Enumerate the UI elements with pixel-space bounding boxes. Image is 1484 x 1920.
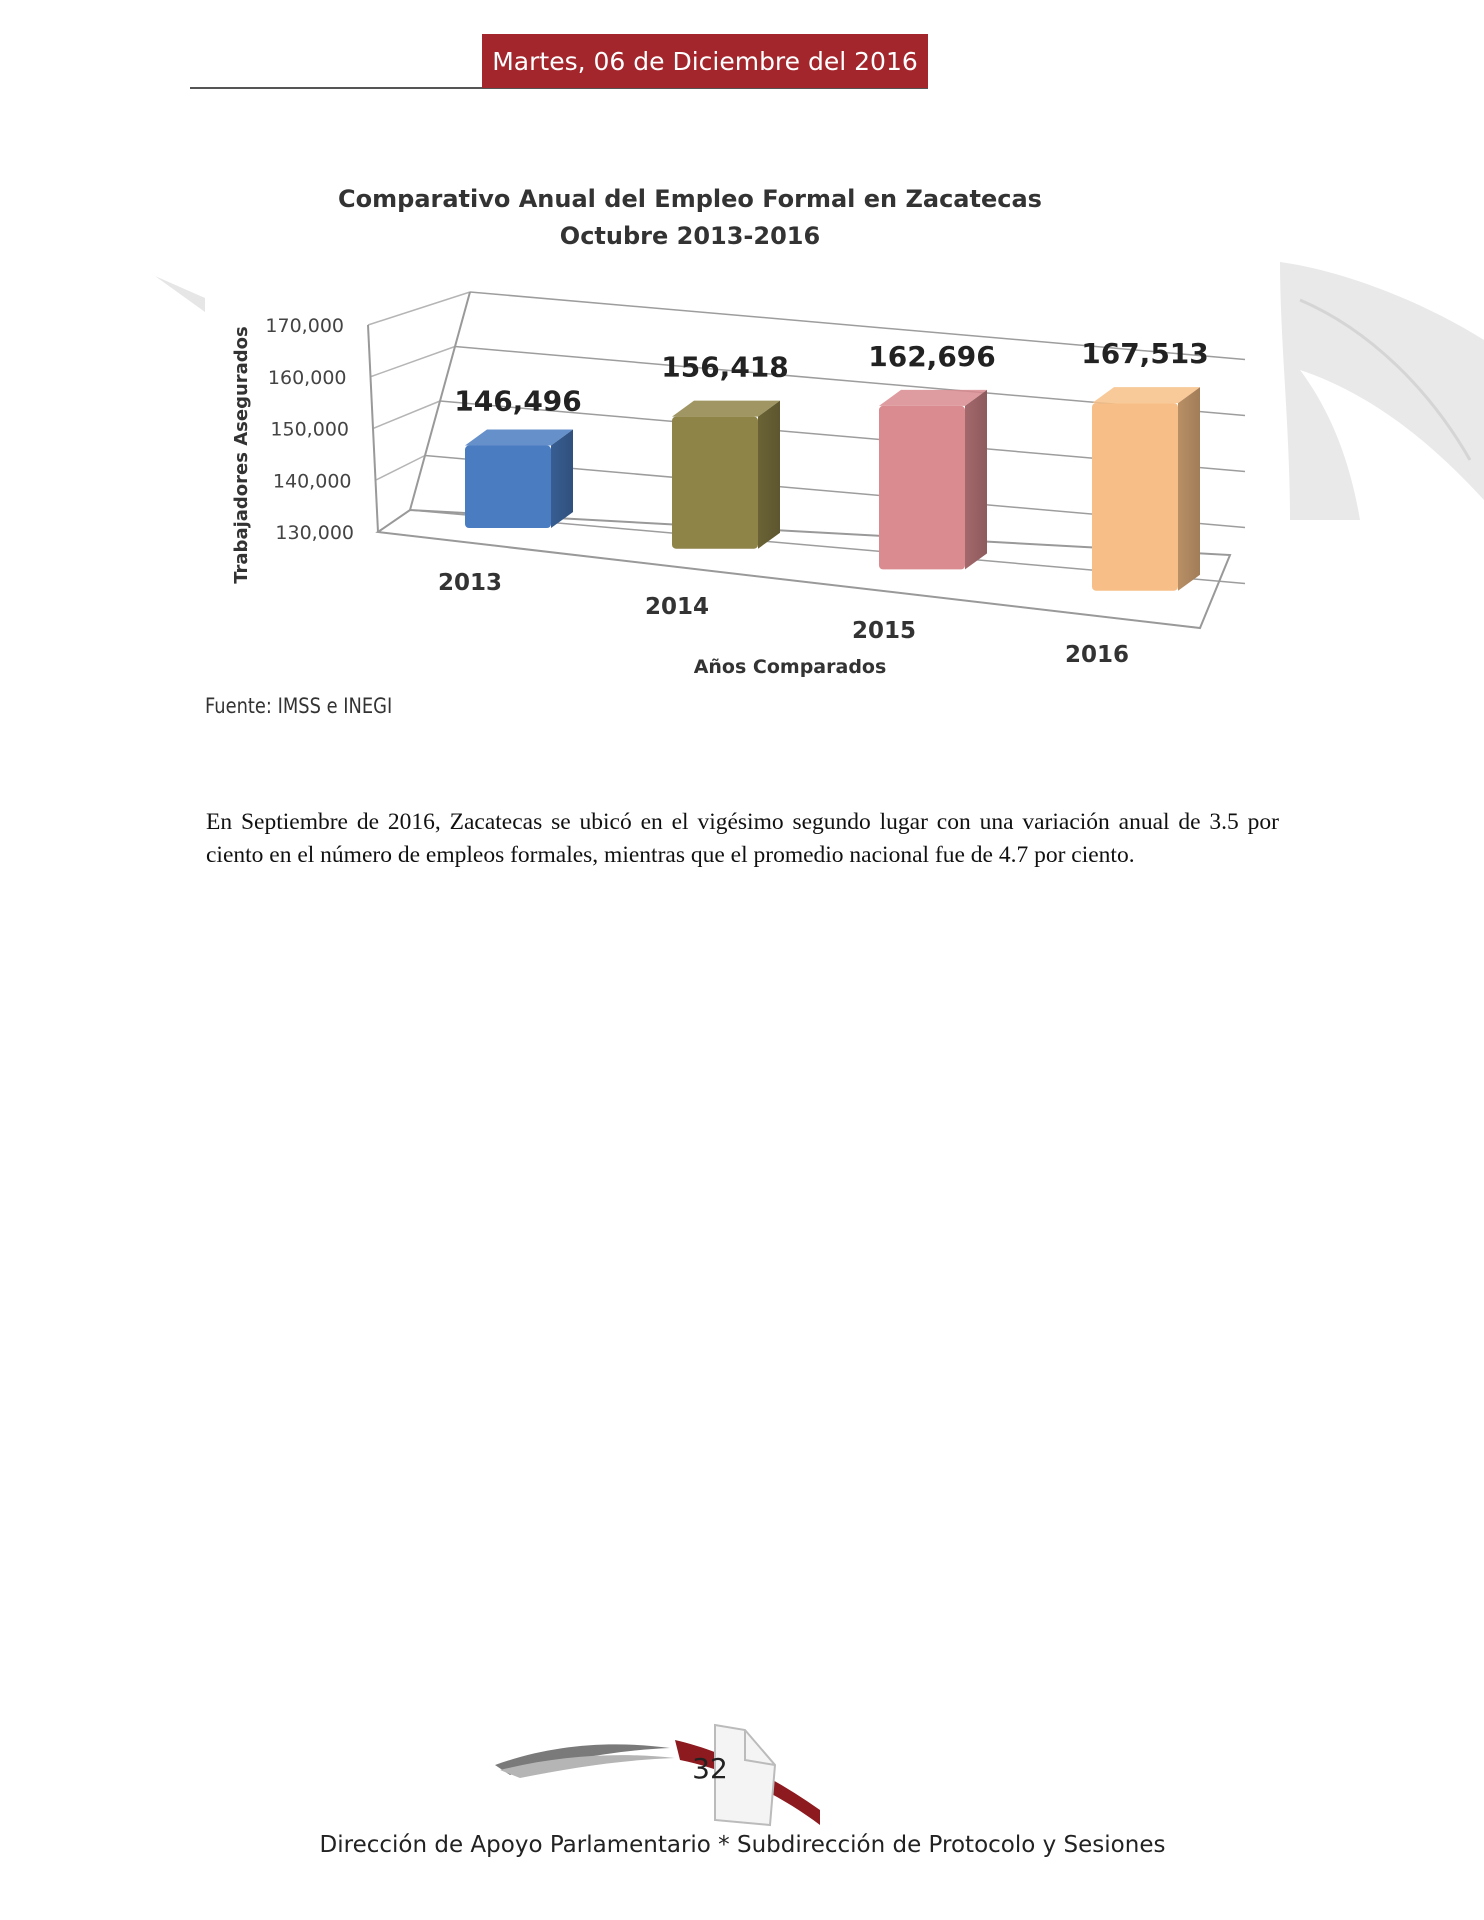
chart-x-axis-label: Años Comparados (693, 656, 887, 678)
y-tick-label: 170,000 (265, 315, 344, 337)
chart-subtitle: Octubre 2013-2016 (559, 222, 821, 250)
gridline-side (373, 401, 440, 429)
body-paragraph: En Septiembre de 2016, Zacatecas se ubicó en el vigésimo segundo lugar con una variación anual de 3.5 por ciento en el número de empleos formales, mientras que el promedio nacional fue de 4.7 por ciento. (206, 808, 1279, 868)
bar-2013 (465, 446, 551, 528)
bar-side-shade (1178, 387, 1200, 591)
bar-side-shade (551, 430, 573, 528)
bar-side-shade (758, 401, 780, 549)
header-date: Martes, 06 de Diciembre del 2016 (492, 47, 918, 76)
gridline-side (371, 347, 456, 377)
chart-y-ticks (265, 315, 354, 544)
y-tick-label: 150,000 (270, 418, 349, 441)
chart-title: Comparativo Anual del Empleo Formal en Zacatecas (338, 185, 1042, 213)
bar-2014 (672, 417, 758, 549)
x-tick-label: 2014 (644, 594, 710, 620)
gridline-side (376, 456, 426, 481)
chart-x-labels (438, 570, 1129, 668)
chart-y-axis-label: Trabajadores Asegurados (231, 326, 252, 584)
chart-source: Fuente: IMSS e INEGI (205, 694, 393, 718)
value-label: 162,696 (868, 339, 996, 373)
y-tick-label: 130,000 (275, 522, 354, 544)
bar-side-shade (965, 390, 987, 569)
chart-bars (465, 387, 1200, 591)
y-tick-label: 160,000 (267, 366, 347, 389)
value-label: 167,513 (1081, 337, 1209, 371)
bar-2016 (1092, 403, 1178, 591)
value-label: 146,496 (454, 384, 582, 418)
bar-chart (0, 0, 1484, 760)
y-tick-label: 140,000 (272, 470, 352, 493)
x-tick-label: 2013 (437, 570, 503, 596)
bar-2015 (879, 406, 965, 569)
page-number: 32 (692, 1752, 728, 1785)
x-tick-label: 2016 (1064, 642, 1130, 668)
footer-text: Dirección de Apoyo Parlamentario * Subdirección de Protocolo y Sesiones (319, 1832, 1166, 1858)
gridline-side (368, 292, 470, 325)
value-label: 156,418 (661, 350, 789, 384)
y-axis-line (368, 325, 378, 532)
x-tick-label: 2015 (851, 618, 917, 644)
